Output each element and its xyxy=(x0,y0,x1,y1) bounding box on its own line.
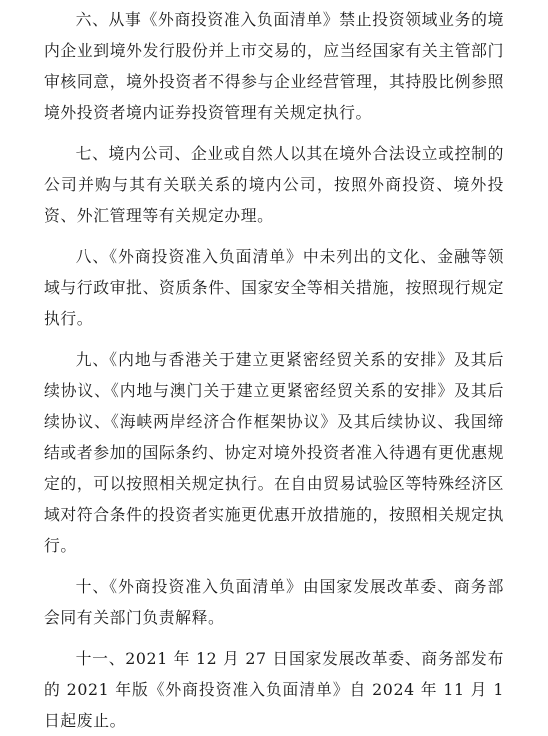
paragraph-7: 七、境内公司、企业或自然人以其在境外合法设立或控制的公司并购与其有关联关系的境内公司，按照外商投资、境外投资、外汇管理等有关规定办理。 xyxy=(44,144,504,225)
paragraph-6: 六、从事《外商投资准入负面清单》禁止投资领域业务的境内企业到境外发行股份并上市交易的，应当经国家有关主管部门审核同意，境外投资者不得参与企业经营管理，其持股比例参照境外投资者境内证券投资管理有关规定执行。 xyxy=(44,10,504,122)
paragraph-10: 十、《外商投资准入负面清单》由国家发展改革委、商务部会同有关部门负责解释。 xyxy=(44,577,504,627)
paragraph-11: 十一、2021 年 12 月 27 日国家发展改革委、商务部发布的 2021 年版《外商投资准入负面清单》自 2024 年 11 月 1 日起废止。 xyxy=(44,649,504,730)
document-body xyxy=(44,0,504,736)
paragraph-8: 八、《外商投资准入负面清单》中未列出的文化、金融等领域与行政审批、资质条件、国家安全等相关措施，按照现行规定执行。 xyxy=(44,247,504,328)
paragraph-9: 九、《内地与香港关于建立更紧密经贸关系的安排》及其后续协议、《内地与澳门关于建立更紧密经贸关系的安排》及其后续协议、《海峡两岸经济合作框架协议》及其后续协议、我国缔结或者参加的国际条约、协定对境外投资者准入待遇有更优惠规定的，可以按照相关规定执行。在自由贸易试验区等特殊经济区域对符合条件的投资者实施更优惠开放措施的，按照相关规定执行。 xyxy=(44,350,504,555)
